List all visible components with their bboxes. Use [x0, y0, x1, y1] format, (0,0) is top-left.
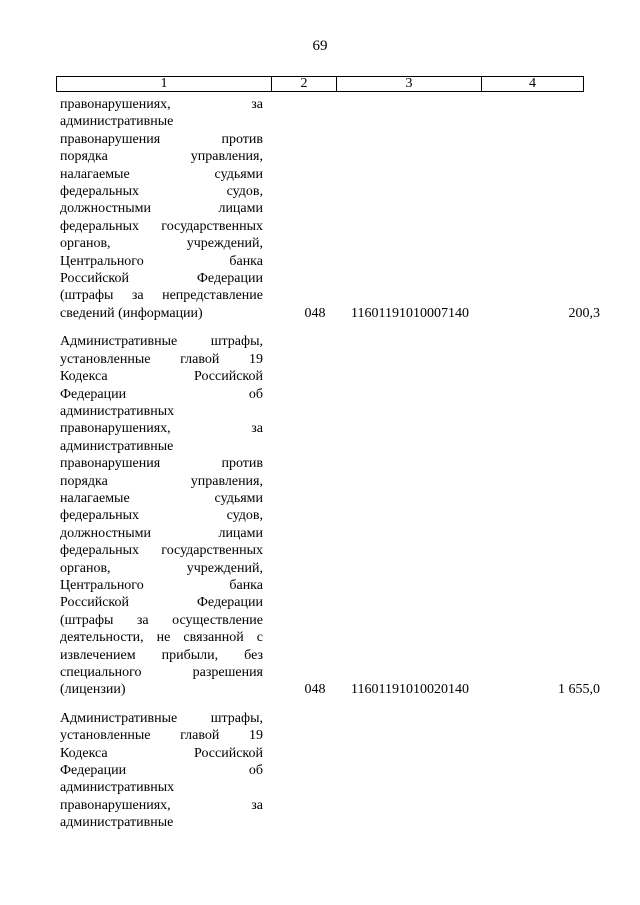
description-line: установленные главой 19 — [60, 728, 263, 744]
row-code: 048 — [304, 682, 326, 698]
row-value: 1 655,0 — [558, 682, 600, 698]
description-line: правонарушениях, за — [60, 797, 263, 813]
description-line: Федерации об — [60, 763, 263, 779]
description-line: установленные главой 19 — [60, 351, 263, 367]
row-code: 048 — [304, 305, 326, 321]
description-line: должностными лицами — [60, 201, 263, 217]
row-kbk: 11601191010007140 — [351, 305, 469, 321]
description-line: налагаемые судьями — [60, 166, 263, 182]
table-row — [60, 96, 600, 322]
row-description — [60, 333, 263, 699]
row-value: 200,3 — [568, 305, 600, 321]
page-number: 69 — [312, 38, 328, 54]
description-line: органов, учреждений, — [60, 560, 263, 576]
description-line: федеральных судов, — [60, 184, 263, 200]
description-line: сведений (информации) — [60, 305, 203, 321]
description-line: (штрафы за осуществление — [60, 612, 263, 628]
description-line: порядка управления, — [60, 473, 263, 489]
description-line: Центрального банка — [60, 253, 263, 269]
table-body — [60, 96, 600, 832]
description-line: административные — [60, 815, 174, 831]
description-line: правонарушения против — [60, 131, 263, 147]
row-kbk: 11601191010020140 — [351, 682, 469, 698]
table-header — [56, 76, 584, 92]
table-row — [60, 333, 600, 699]
description-line: федеральных судов, — [60, 508, 263, 524]
description-line: Административные штрафы, — [60, 334, 263, 350]
description-line: органов, учреждений, — [60, 236, 263, 252]
header-col-4: 4 — [529, 76, 536, 91]
description-line: правонарушения против — [60, 456, 263, 472]
header-col-3: 3 — [405, 76, 413, 91]
description-line: Российской Федерации — [60, 595, 263, 611]
row-description — [60, 710, 263, 832]
description-line: Федерации об — [60, 386, 263, 402]
description-line: должностными лицами — [60, 525, 263, 541]
description-line: (штрафы за непредставление — [60, 288, 263, 304]
description-line: налагаемые судьями — [60, 490, 263, 506]
header-col-1: 1 — [160, 76, 168, 91]
row-description — [60, 96, 263, 322]
description-line: правонарушениях, за — [60, 421, 263, 437]
description-line: административные — [60, 114, 174, 130]
description-line: (лицензии) — [60, 682, 126, 698]
description-line: порядка управления, — [60, 149, 263, 165]
description-line: специального разрешения — [60, 665, 263, 680]
table-row — [60, 710, 600, 832]
description-line: деятельности, не связанной с — [60, 630, 263, 646]
description-line: федеральных государственных — [60, 543, 263, 559]
description-line: Кодекса Российской — [60, 745, 263, 761]
description-line: административных — [60, 780, 175, 796]
description-line: Центрального банка — [60, 577, 263, 593]
description-line: Российской Федерации — [60, 271, 263, 287]
header-col-2: 2 — [300, 76, 308, 91]
description-line: Кодекса Российской — [60, 369, 263, 385]
description-line: правонарушениях, за — [60, 97, 263, 112]
description-line: Административные штрафы, — [60, 710, 263, 726]
description-line: административные — [60, 438, 174, 454]
description-line: федеральных государственных — [60, 218, 263, 234]
description-line: извлечением прибыли, без — [60, 647, 263, 663]
description-line: административных — [60, 403, 175, 419]
